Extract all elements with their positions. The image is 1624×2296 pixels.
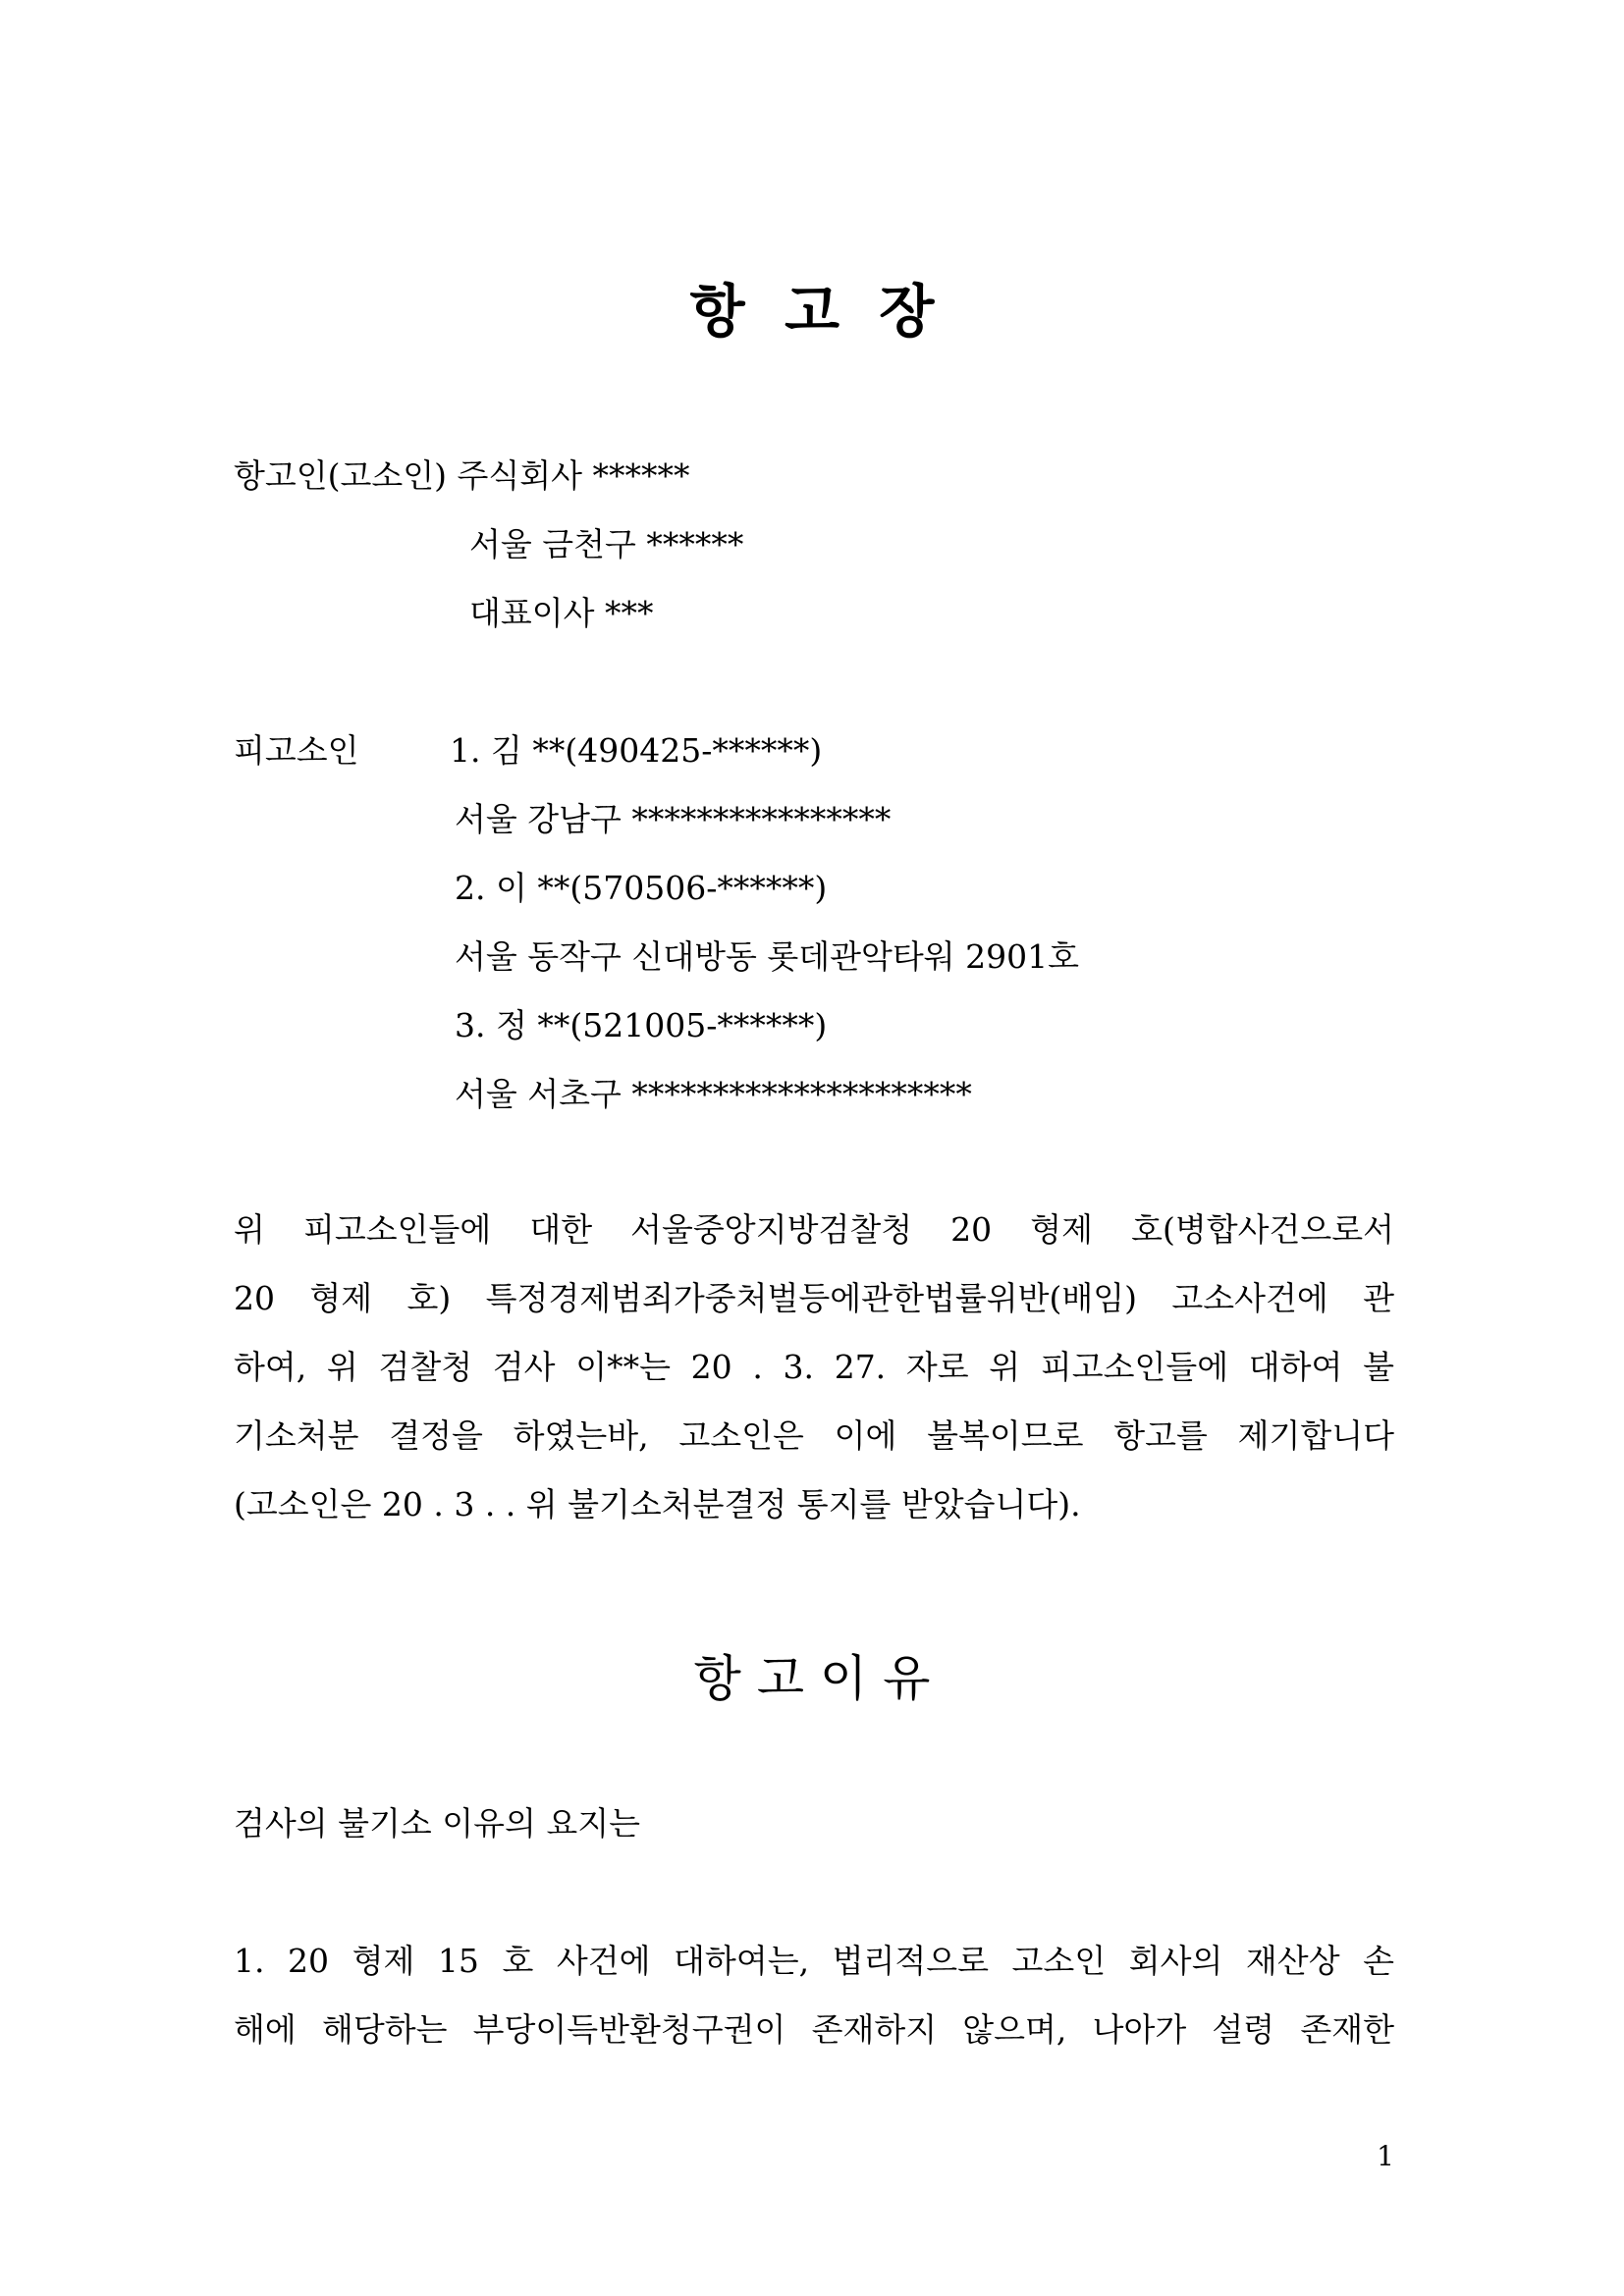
reasons-intro: 검사의 불기소 이유의 요지는 [234, 1804, 641, 1842]
reasons-title: 항 고 이 유 [693, 1650, 931, 1707]
reasons-line-1: 1. 20 형제 15 호 사건에 대하여는, 법리적으로 고소인 회사의 재산상 손 [234, 1942, 1394, 1980]
appellant-line: 항고인(고소인) 주식회사 ****** [234, 456, 690, 495]
respondent-2-name: 2. 이 **(570506-******) [455, 869, 828, 907]
respondent-2-address: 서울 동작구 신대방동 롯데관악타워 2901호 [455, 937, 1079, 976]
body-line-4: 기소처분 결정을 하였는바, 고소인은 이에 불복이므로 항고를 제기합니다 [234, 1416, 1394, 1455]
body-line-5: (고소인은 20 . 3 . . 위 불기소처분결정 통지를 받았습니다). [234, 1485, 1081, 1523]
body-line-2: 20 형제 호) 특정경제범죄가중처벌등에관한법률위반(배임) 고소사건에 관 [234, 1279, 1394, 1317]
body-line-1: 위 피고소인들에 대한 서울중앙지방검찰청 20 형제 호(병합사건으로서 [234, 1210, 1394, 1249]
document-title: 항 고 장 [689, 278, 935, 345]
respondent-3-name: 3. 정 **(521005-******) [455, 1006, 828, 1044]
respondent-1-name: 1. 김 **(490425-******) [450, 731, 823, 770]
body-line-3: 하여, 위 검찰청 검사 이**는 20 . 3. 27. 자로 위 피고소인들에 대하여 불 [234, 1348, 1394, 1386]
reasons-line-2: 해에 해당하는 부당이득반환청구권이 존재하지 않으며, 나아가 설령 존재한 [234, 2010, 1394, 2049]
respondents-label: 피고소인 [234, 731, 359, 770]
appellant-address: 서울 금천구 ****** [469, 525, 744, 563]
appellant-representative: 대표이사 *** [469, 594, 654, 632]
respondent-1-address: 서울 강남구 **************** [455, 800, 892, 838]
respondent-3-address: 서울 서초구 ********************* [455, 1075, 972, 1113]
page-number: 1 [1377, 2140, 1394, 2172]
